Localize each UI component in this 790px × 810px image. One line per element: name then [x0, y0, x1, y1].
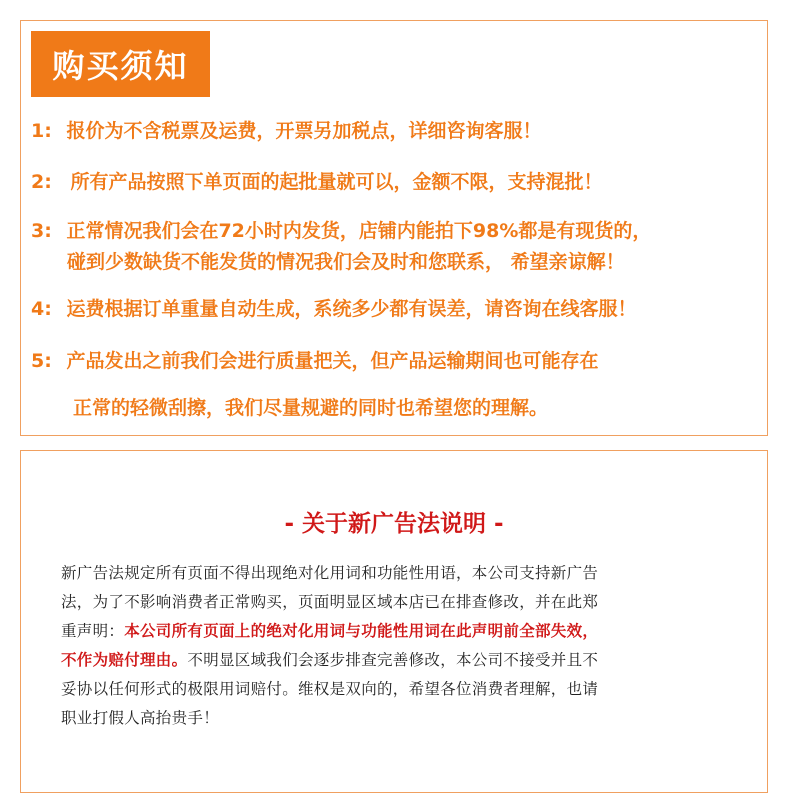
- notice-item-text: 报价为不含税票及运费，开票另加税点，详细咨询客服！: [66, 120, 542, 142]
- statement-text: 妥协以任何形式的极限用词赔付。维权是双向的，希望各位消费者理解，也请: [61, 680, 599, 698]
- statement-line: [61, 704, 736, 733]
- statement-text: 法，为了不影响消费者正常购买，页面明显区域本店已在排查修改，并在此郑: [61, 593, 599, 611]
- statement-text: 不明显区域我们会逐步排查完善修改，本公司不接受并且不: [187, 651, 599, 669]
- statement-line: [61, 588, 736, 617]
- notice-item-3-continuation: 碰到少数缺货不能发货的情况我们会及时和您联系， 希望亲谅解！: [67, 251, 625, 273]
- notice-item-number: 2:: [31, 171, 52, 193]
- ad-law-panel: [20, 450, 768, 793]
- notice-item-number: 3:: [31, 220, 52, 242]
- ad-law-statement: [61, 559, 736, 733]
- ad-law-heading: - 关于新广告法说明 -: [284, 511, 504, 537]
- notice-item-5-continuation: 正常的轻微刮擦，我们尽量规避的同时也希望您的理解。: [73, 397, 549, 419]
- notice-item-text: 正常情况我们会在72小时内发货，店铺内能拍下98%都是有现货的，: [66, 220, 652, 242]
- statement-line: [61, 675, 736, 704]
- notice-item-text: 产品发出之前我们会进行质量把关，但产品运输期间也可能存在: [66, 350, 599, 372]
- statement-text: 新广告法规定所有页面不得出现绝对化用词和功能性用语，本公司支持新广告: [61, 564, 599, 582]
- statement-emphasis: 不作为赔付理由。: [61, 651, 188, 669]
- notice-item-number: 1:: [31, 120, 52, 142]
- notice-item-number: 5:: [31, 350, 52, 372]
- notice-item-2: [31, 170, 602, 194]
- notice-item-1: [31, 119, 541, 143]
- statement-line: [61, 559, 736, 588]
- notice-item-text: 所有产品按照下单页面的起批量就可以，金额不限，支持混批！: [70, 171, 603, 193]
- statement-text: 重声明：: [61, 622, 125, 640]
- notice-item-3: [31, 219, 651, 243]
- notice-item-5: [31, 349, 598, 373]
- notice-item-4: [31, 297, 636, 321]
- statement-line: [61, 617, 736, 646]
- statement-emphasis: 本公司所有页面上的绝对化用词与功能性用词在此声明前全部失效，: [124, 622, 599, 640]
- notice-item-text: 运费根据订单重量自动生成，系统多少都有误差，请咨询在线客服！: [66, 298, 637, 320]
- statement-text: 职业打假人高抬贵手！: [61, 709, 220, 727]
- purchase-notice-title: 购买须知: [31, 31, 210, 97]
- purchase-notice-panel: [20, 20, 768, 436]
- notice-item-number: 4:: [31, 298, 52, 320]
- statement-line: [61, 646, 736, 675]
